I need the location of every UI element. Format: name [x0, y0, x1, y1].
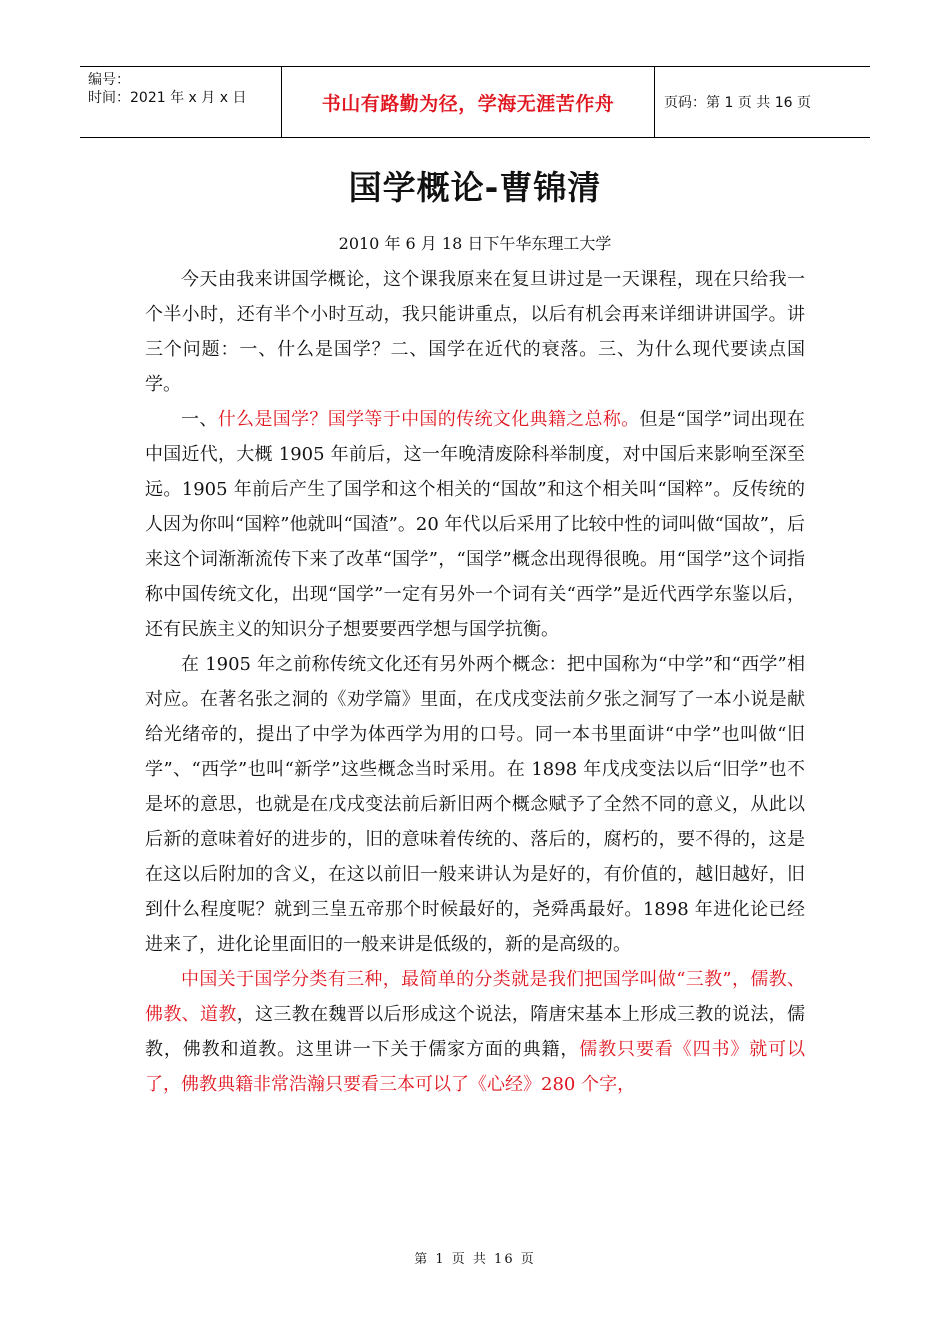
- body-text: 在 1905 年之前称传统文化还有另外两个概念：把中国称为“中学”和“西学”相对应。在著名张之洞的《劝学篇》里面，在戊戌变法前夕张之洞写了一本小说是献给光绪帝的，提出了中学为体西学为用的口号。同一本书里面讲“中学”也叫做“旧学”、“西学”也叫“新学”这些概念当时采用。在 1898 年戊戌变法以后“旧学”也不是坏的意思，也就是在戊戌变法前后新旧两个概念赋予了全然不同的意义，从此以后新的意味着好的进步的，旧的意味着传统的、落后的，腐朽的，要不得的，这是在这以后附加的含义，在这以前旧一般来讲认为是好的，有价值的，越旧越好，旧到什么程度呢？就到三皇五帝那个时候最好的，尧舜禹最好。1898 年进化论已经进来了，进化论里面旧的一般来讲是低级的，新的是高级的。: [145, 654, 805, 955]
- header-meta-cell: [80, 67, 282, 137]
- header-motto: 书山有路勤为径，学海无涯苦作舟: [282, 67, 655, 137]
- page-footer: 第 1 页 共 16 页: [414, 1252, 536, 1267]
- document-time-label: 时间：2021 年 x 月 x 日: [88, 90, 247, 106]
- header-page-code: 页码：第 1 页 共 16 页: [664, 95, 811, 111]
- header-table: [80, 66, 870, 138]
- body-paragraph: [145, 402, 805, 647]
- body-text: ，这三教在魏晋以后形成这个说法，隋唐宋基本上形成三教的说法，儒教，佛教和道教。这里讲一下关于儒家方面的典籍，: [145, 1004, 806, 1060]
- body-paragraph: [145, 647, 805, 962]
- highlighted-text: 什么是国学？国学等于中国的传统文化典籍之总称。: [217, 409, 640, 430]
- body-paragraph: [145, 262, 805, 402]
- body-paragraph: [145, 962, 805, 1102]
- document-title: 国学概论-曹锦清: [348, 168, 602, 207]
- document-body: [145, 262, 805, 1102]
- highlighted-text: 中国关于国学分类有三种，最简单的分类就是我们把国学叫做“三教”，儒教、佛教、道教: [145, 969, 805, 1025]
- body-text: 一、: [181, 409, 218, 430]
- body-text: 今天由我来讲国学概论，这个课我原来在复旦讲过是一天课程，现在只给我一个半小时，还有半个小时互动，我只能讲重点，以后有机会再来详细讲讲国学。讲三个问题：一、什么是国学？二、国学在近代的衰落。三、为什么现代要读点国学。: [145, 269, 805, 395]
- document-subtitle: 2010 年 6 月 18 日下午华东理工大学: [338, 234, 612, 253]
- body-text: 但是“国学”词出现在中国近代，大概 1905 年前后，这一年晚清废除科举制度，对中国后来影响至深至远。1905 年前后产生了国学和这个相关的“国故”和这个相关叫“国粹”。反传统的人因为你叫“国粹”他就叫“国渣”。20 年代以后采用了比较中性的词叫做“国故”，后来这个词渐渐流传下来了改革“国学”，“国学”概念出现得很晚。用“国学”这个词指称中国传统文化，出现“国学”一定有另外一个词有关“西学”是近代西学东鉴以后，还有民族主义的知识分子想要要西学想与国学抗衡。: [145, 409, 806, 640]
- highlighted-text: 儒教只要看《四书》就可以了，佛教典籍非常浩瀚只要看三本可以了《心经》280 个字，: [145, 1039, 806, 1095]
- document-number-label: 编号：: [88, 72, 130, 88]
